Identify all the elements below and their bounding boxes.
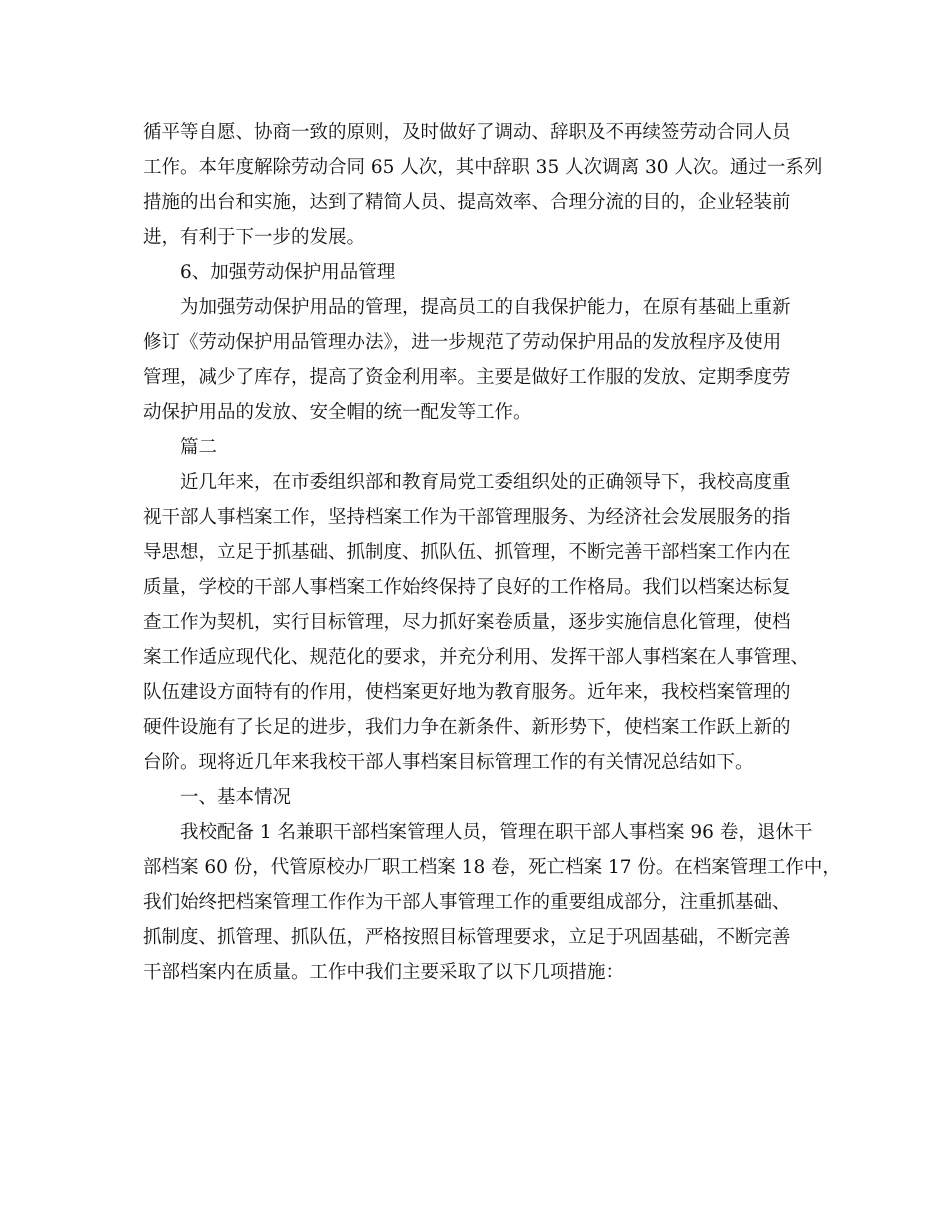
document-body [143, 115, 841, 990]
text-line: 循平等自愿、协商一致的原则，及时做好了调动、辞职及不再续签劳动合同人员 [143, 122, 791, 143]
text-line: 工作。本年度解除劳动合同 65 人次，其中辞职 35 人次调离 30 人次。通过一系列 [143, 157, 823, 178]
text-line: 案工作适应现代化、规范化的要求，并充分利用、发挥干部人事档案在人事管理、 [143, 647, 810, 668]
text-line: 近几年来，在市委组织部和教育局党工委组织处的正确领导下，我校高度重 [180, 472, 791, 493]
text-line: 为加强劳动保护用品的管理，提高员工的自我保护能力，在原有基础上重新 [180, 297, 791, 318]
text-line: 修订《劳动保护用品管理办法》，进一步规范了劳动保护用品的发放程序及使用 [143, 332, 782, 353]
text-line: 我校配备 1 名兼职干部档案管理人员，管理在职干部人事档案 96 卷，退休干 [180, 822, 813, 843]
section-heading: 篇二 [180, 437, 218, 458]
text-line: 进，有利于下一步的发展。 [143, 227, 366, 248]
text-line: 干部档案内在质量。工作中我们主要采取了以下几项措施： [143, 962, 625, 983]
text-line: 抓制度、抓管理、抓队伍，严格按照目标管理要求，立足于巩固基础，不断完善 [143, 927, 791, 948]
section-heading: 一、基本情况 [180, 787, 292, 808]
section-heading: 6、加强劳动保护用品管理 [180, 262, 396, 283]
text-line: 硬件设施有了长足的进步，我们力争在新条件、新形势下，使档案工作跃上新的 [143, 717, 791, 738]
text-line: 台阶。现将近几年来我校干部人事档案目标管理工作的有关情况总结如下。 [143, 752, 754, 773]
text-line: 管理，减少了库存，提高了资金利用率。主要是做好工作服的发放、定期季度劳 [143, 367, 791, 388]
text-line: 质量，学校的干部人事档案工作始终保持了良好的工作格局。我们以档案达标复 [143, 577, 791, 598]
text-line: 我们始终把档案管理工作作为干部人事管理工作的重要组成部分，注重抓基础、 [143, 892, 791, 913]
text-line: 措施的出台和实施，达到了精简人员、提高效率、合理分流的目的，企业轻装前 [143, 192, 791, 213]
text-line: 导思想，立足于抓基础、抓制度、抓队伍、抓管理，不断完善干部档案工作内在 [143, 542, 791, 563]
text-line: 队伍建设方面特有的作用，使档案更好地为教育服务。近年来，我校档案管理的 [143, 682, 791, 703]
text-line: 部档案 60 份，代管原校办厂职工档案 18 卷，死亡档案 17 份。在档案管理工作中， [143, 857, 841, 878]
text-line: 动保护用品的发放、安全帽的统一配发等工作。 [143, 402, 532, 423]
text-line: 视干部人事档案工作，坚持档案工作为干部管理服务、为经济社会发展服务的指 [143, 507, 791, 528]
text-line: 查工作为契机，实行目标管理，尽力抓好案卷质量，逐步实施信息化管理，使档 [143, 612, 791, 633]
